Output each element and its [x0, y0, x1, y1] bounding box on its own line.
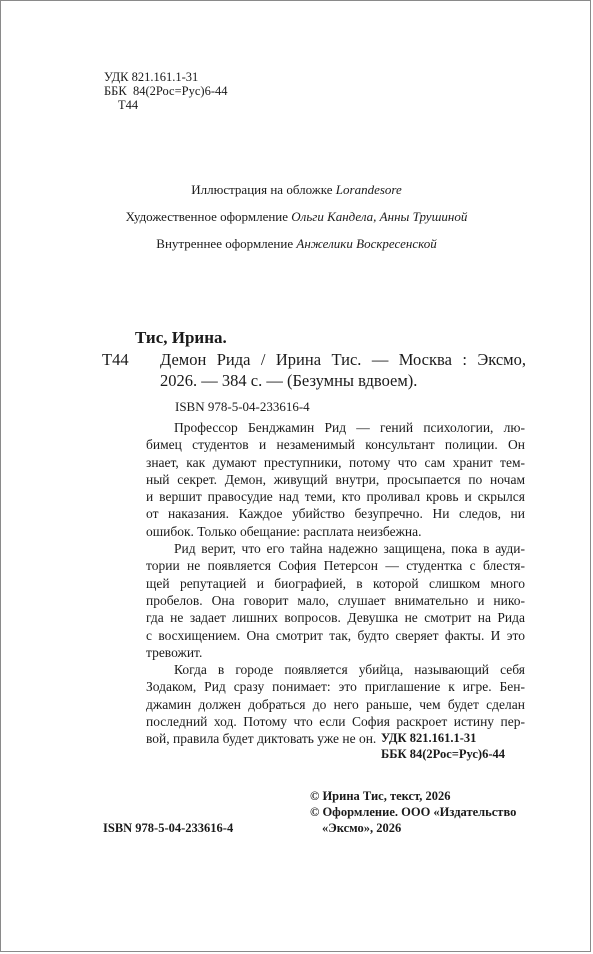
annotation-line: вой, правила будет диктовать уже не он. — [146, 731, 377, 747]
illustration-credit — [1, 182, 592, 198]
author-mark: Т44 — [118, 98, 139, 112]
annotation-line: Профессор Бенджамин Рид — гений психологии, лю- — [174, 420, 525, 435]
biblio-line-1: Демон Рида / Ирина Тис. — Москва : Эксмо, — [160, 350, 526, 369]
art-names: Ольги Кандела, Анны Трушиной — [291, 209, 468, 224]
annotation-line: щей репутацией и биографией, в которой слишком много — [146, 575, 525, 591]
annotation-line: последний ход. Потому что если София раскроет истину пер- — [146, 714, 525, 730]
art-credit — [1, 209, 592, 225]
annotation-line: ошибок. Только обещание: расплата неизбежна. — [146, 523, 422, 539]
annotation-line: Рид верит, что его тайна надежно защищена, пока в ауди- — [174, 541, 525, 557]
bbk-code: ББК 84(2Рос=Рус)6-44 — [104, 84, 228, 98]
illustration-label: Иллюстрация на обложке — [191, 182, 336, 197]
annotation-line: от наказания. Каждое убийство безупречно. Ни следов, ни — [146, 506, 525, 522]
catalog-isbn: ISBN 978-5-04-233616-4 — [175, 399, 310, 414]
annotation-line: Когда в городе появляется убийца, называющий себя — [174, 662, 525, 678]
annotation-line: ный секрет. Демон, живущий внутри, просыпается по ночам — [146, 471, 525, 487]
copyright-text: © Ирина Тис, текст, 2026 — [310, 789, 451, 803]
annotation-line: с восхищением. Она смотрит так, будто сверяет факты. И это — [146, 627, 525, 643]
annotation-line: тревожит. — [146, 644, 203, 660]
author-heading: Тис, Ирина. — [135, 328, 227, 347]
annotation-line: Зодаком, Рид сразу понимает: это приглашение к игре. Бен- — [146, 679, 525, 695]
bibliographic-record — [160, 349, 526, 391]
footer-bbk: ББК 84(2Рос=Рус)6-44 — [381, 747, 505, 761]
udk-code: УДК 821.161.1-31 — [104, 70, 199, 84]
annotation-line: и вершит правосудие над теми, кто проливал кровь и скрылся — [146, 489, 525, 505]
copyright-design-cont: «Эксмо», 2026 — [322, 821, 402, 835]
art-label: Художественное оформление — [125, 209, 292, 224]
annotation — [146, 419, 525, 748]
biblio-line-2: 2026. — 384 с. — (Безумны вдвоем). — [160, 371, 418, 390]
catalog-mark: Т44 — [102, 350, 129, 369]
annotation-line: тории не появляется София Петерсон — студентка с блестя- — [146, 558, 525, 574]
interior-label: Внутреннее оформление — [156, 236, 297, 251]
annotation-line: джамин должен добраться до него раньше, чем будет сделан — [146, 696, 525, 712]
copyright-design: © Оформление. ООО «Издательство — [310, 805, 517, 819]
annotation-line: бимец студентов и незаменимый консультант полиции. Он — [146, 437, 525, 453]
interior-name: Анжелики Воскресенской — [296, 236, 437, 251]
annotation-line: гда не задает лишних вопросов. Девушка не смотрит на Рида — [146, 610, 525, 626]
annotation-line: знает, как думают преступники, потому что сам хранит тем- — [146, 454, 525, 470]
bottom-isbn: ISBN 978-5-04-233616-4 — [103, 821, 234, 835]
footer-udk: УДК 821.161.1-31 — [381, 731, 477, 745]
interior-credit — [1, 236, 592, 252]
illustration-name: Lorandesore — [335, 182, 402, 197]
annotation-line: пробелов. Она говорит мало, слушает внимательно и нико- — [146, 592, 525, 608]
